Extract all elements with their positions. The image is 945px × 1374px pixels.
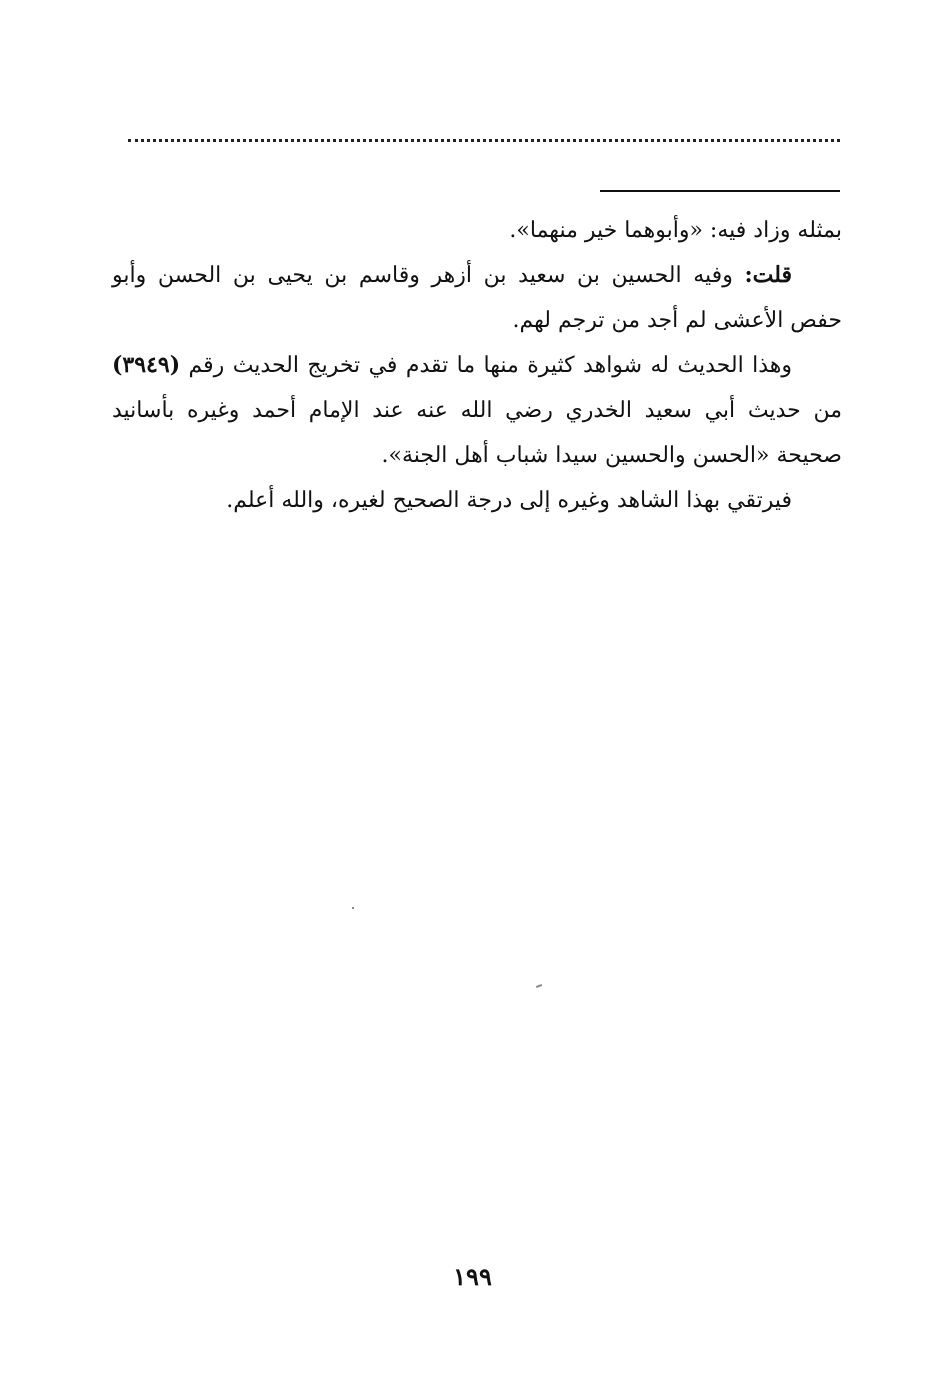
paragraph-2-lead: قلت: [744,262,792,288]
dotted-separator [128,139,840,142]
paragraph-4 [112,478,842,523]
paragraph-3-text-after: من حديث أبي سعيد الخدري رضي الله عنه عند الإمام أحمد وغيره بأسانيد صحيحة «الحسن والحسين سيدا شباب أهل الجنة». [112,398,842,468]
footnote-text [112,208,842,523]
paragraph-3-reference: (٣٩٤٩) [112,352,181,378]
scan-speck [536,984,542,988]
paragraph-3 [112,343,842,478]
footnote-rule [600,190,840,192]
paragraph-4-text: فيرتقي بهذا الشاهد وغيره إلى درجة الصحيح لغيره، والله أعلم. [226,488,792,513]
scan-speck [352,907,354,909]
paragraph-2-text: وفيه الحسين بن سعيد بن أزهر وقاسم بن يحيى بن الحسن وأبو حفص الأعشى لم أجد من ترجم لهم. [112,263,842,333]
page-number: ١٩٩ [453,1262,492,1291]
paragraph-1-text: بمثله وزاد فيه: «وأبوهما خير منهما». [509,218,842,243]
paragraph-3-text: وهذا الحديث له شواهد كثيرة منها ما تقدم في تخريج الحديث رقم [180,353,792,378]
paragraph-1 [112,208,842,253]
paragraph-2 [112,253,842,343]
